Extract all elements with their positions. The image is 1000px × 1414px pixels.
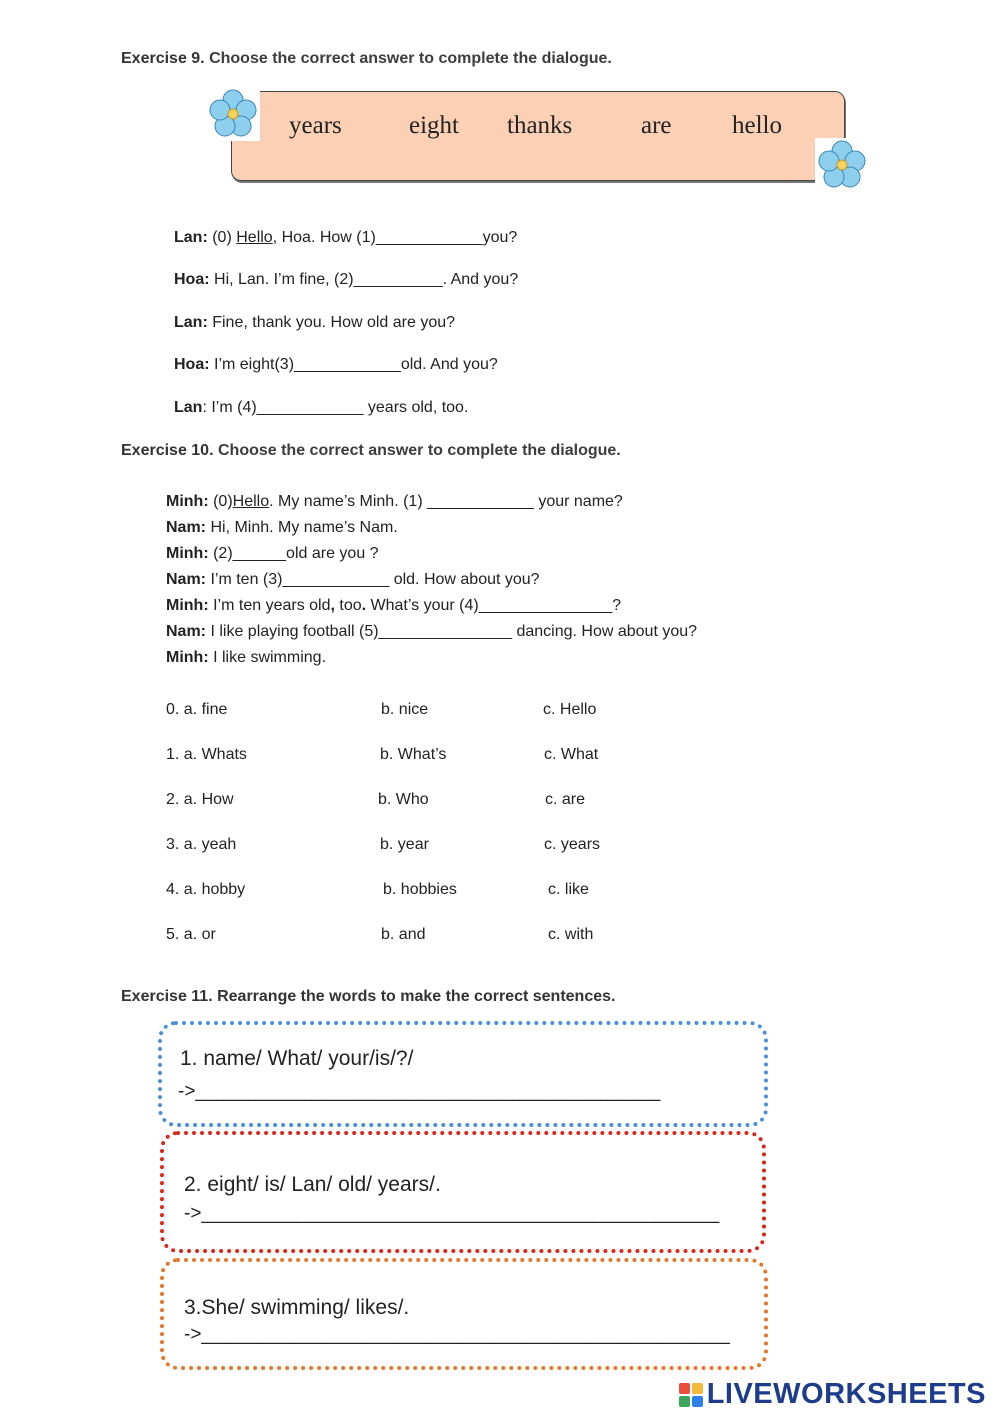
dialogue-line [166, 519, 398, 537]
speaker: Nam: [166, 519, 207, 536]
question-text: 2. eight/ is/ Lan/ old/ years/. [184, 1173, 441, 1196]
word-bank-item[interactable]: years [289, 112, 342, 139]
line-text: , [330, 597, 335, 614]
line-text: too [334, 597, 362, 614]
speaker: Lan [174, 399, 203, 416]
exercise-9-heading [121, 50, 612, 68]
line-text[interactable]: Hi, Lan. I’m fine, (2)__________. And you? [209, 271, 519, 288]
dialogue-line [174, 356, 498, 374]
line-text: (0) [208, 493, 233, 510]
option-a[interactable]: 3. a. yeah [166, 836, 237, 853]
word-bank-item[interactable]: are [641, 112, 672, 139]
line-text[interactable]: (2)______old are you ? [208, 545, 379, 562]
question-text: 3.She/ swimming/ likes/. [184, 1296, 410, 1319]
speaker: Minh: [166, 545, 209, 562]
option-b[interactable]: b. Who [378, 791, 429, 808]
line-text: (0) [207, 229, 237, 246]
liveworksheets-logo-icon [679, 1383, 703, 1407]
dialogue-line [174, 314, 455, 332]
option-c[interactable]: c. like [548, 881, 589, 898]
dialogue-line [166, 493, 623, 511]
line-text[interactable]: I like playing football (5)_______________ dancing. How about you? [206, 623, 698, 640]
option-a[interactable]: 4. a. hobby [166, 881, 246, 898]
line-text[interactable]: What’s your (4)_______________? [366, 597, 622, 614]
line-text: Fine, thank you. How old are you? [207, 314, 456, 331]
exercise-10-number: Exercise 10. [121, 442, 214, 459]
exercise-9-number: Exercise 9. [121, 50, 205, 67]
option-b[interactable]: b. year [380, 836, 429, 853]
question-box-1 [158, 1021, 768, 1127]
speaker: Minh: [166, 493, 209, 510]
line-text[interactable]: . My name’s Minh. (1) ____________ your name? [269, 493, 623, 510]
line-text: Hi, Minh. My name’s Nam. [206, 519, 398, 536]
exercise-11-heading: Exercise 11. Rearrange the words to make the correct sentences. [121, 988, 616, 1005]
option-b[interactable]: b. nice [381, 701, 429, 718]
option-a[interactable]: 5. a. or [166, 926, 216, 943]
speaker: Nam: [166, 623, 207, 640]
question-box-2 [160, 1131, 766, 1253]
option-c[interactable]: c. years [544, 836, 601, 853]
flower-icon [815, 138, 869, 192]
brand-name: LIVEWORKSHEETS [706, 1378, 986, 1410]
line-text: . [361, 597, 367, 614]
dialogue-line [174, 399, 468, 417]
exercise-10-instruction: Choose the correct answer to complete the dialogue. [217, 442, 621, 459]
example-answer: Hello [232, 493, 270, 510]
question-text: 1. name/ What/ your/is/?/ [180, 1047, 414, 1070]
speaker: Minh: [166, 649, 209, 666]
speaker: Hoa: [174, 356, 210, 373]
line-text: I like swimming. [208, 649, 327, 666]
exercise-9-instruction: Choose the correct answer to complete the dialogue. [209, 50, 612, 67]
dialogue-line [166, 623, 697, 641]
line-text[interactable]: : I’m (4)____________ years old, too. [202, 399, 469, 416]
option-a[interactable]: 0. a. fine [166, 701, 228, 718]
option-c[interactable]: c. are [545, 791, 586, 808]
line-text[interactable]: , Hoa. How (1)____________you? [272, 229, 518, 246]
speaker: Lan: [174, 314, 208, 331]
dialogue-line [166, 649, 326, 667]
exercise-10-heading [121, 442, 621, 460]
speaker: Minh: [166, 597, 209, 614]
option-a[interactable]: 1. a. Whats [166, 746, 247, 763]
option-b[interactable]: b. and [381, 926, 426, 943]
dialogue-line [166, 597, 621, 615]
speaker: Hoa: [174, 271, 210, 288]
word-bank-item[interactable]: hello [732, 112, 782, 139]
line-text[interactable]: I’m eight(3)____________old. And you? [209, 356, 498, 373]
example-answer: Hello [236, 229, 273, 246]
option-b[interactable]: b. hobbies [383, 881, 457, 898]
option-a[interactable]: 2. a. How [166, 791, 234, 808]
word-bank-item[interactable]: thanks [507, 112, 573, 139]
flower-icon [206, 87, 260, 141]
word-bank-item[interactable]: eight [409, 112, 459, 139]
question-box-3 [160, 1258, 768, 1370]
speaker: Lan: [174, 229, 208, 246]
speaker: Nam: [166, 571, 207, 588]
option-c[interactable]: c. What [544, 746, 599, 763]
line-text: I’m ten years old [208, 597, 331, 614]
option-c[interactable]: c. Hello [543, 701, 597, 718]
dialogue-line [174, 229, 517, 247]
dialogue-line [166, 571, 540, 589]
dialogue-line [174, 271, 518, 289]
liveworksheets-logo [679, 1378, 986, 1411]
dialogue-line [166, 545, 379, 563]
answer-line[interactable]: ->____________________________________________ [178, 1081, 661, 1102]
answer-line[interactable]: ->_________________________________________________ [184, 1203, 720, 1224]
answer-line[interactable]: ->__________________________________________________ [184, 1324, 730, 1345]
word-bank-box [231, 91, 845, 181]
line-text[interactable]: I’m ten (3)____________ old. How about you? [206, 571, 540, 588]
option-c[interactable]: c. with [548, 926, 594, 943]
option-b[interactable]: b. What’s [380, 746, 447, 763]
